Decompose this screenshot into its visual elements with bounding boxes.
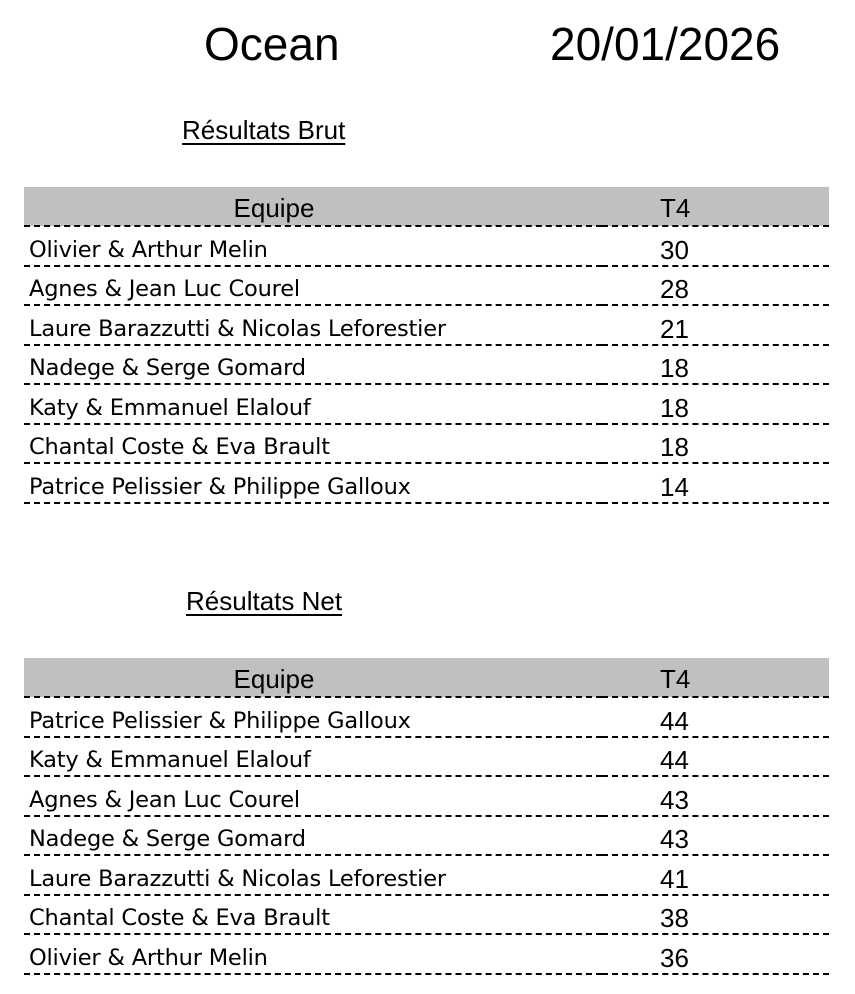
score-cell: 18 [602, 384, 829, 424]
score-cell: 18 [602, 424, 829, 464]
score-cell: 36 [602, 934, 829, 974]
table-header-row [24, 658, 829, 697]
table-row [24, 384, 829, 424]
score-cell: 28 [602, 266, 829, 306]
team-cell: Olivier & Arthur Melin [24, 226, 602, 266]
table-row [24, 737, 829, 777]
score-cell: 44 [602, 737, 829, 777]
table-row [24, 776, 829, 816]
brut-heading: Résultats Brut [182, 115, 346, 145]
team-cell: Nadege & Serge Gomard [24, 345, 602, 385]
team-cell: Agnes & Jean Luc Courel [24, 776, 602, 816]
score-column-header: T4 [602, 658, 829, 697]
table-row [24, 934, 829, 974]
page-title: Ocean [204, 18, 340, 70]
team-cell: Laure Barazzutti & Nicolas Leforestier [24, 305, 602, 345]
table-row [24, 855, 829, 895]
table-row [24, 816, 829, 856]
score-column-header: T4 [602, 187, 829, 226]
team-cell: Chantal Coste & Eva Brault [24, 895, 602, 935]
team-cell: Katy & Emmanuel Elalouf [24, 737, 602, 777]
team-cell: Olivier & Arthur Melin [24, 934, 602, 974]
score-cell: 38 [602, 895, 829, 935]
team-column-header: Equipe [24, 187, 602, 226]
score-cell: 41 [602, 855, 829, 895]
score-cell: 43 [602, 776, 829, 816]
table-row [24, 305, 829, 345]
team-column-header: Equipe [24, 658, 602, 697]
score-cell: 18 [602, 345, 829, 385]
table-row [24, 266, 829, 306]
score-cell: 21 [602, 305, 829, 345]
team-cell: Katy & Emmanuel Elalouf [24, 384, 602, 424]
score-cell: 14 [602, 463, 829, 503]
event-date: 20/01/2026 [550, 18, 781, 70]
table-header-row [24, 187, 829, 226]
team-cell: Patrice Pelissier & Philippe Galloux [24, 697, 602, 737]
table-row [24, 226, 829, 266]
score-cell: 30 [602, 226, 829, 266]
team-cell: Agnes & Jean Luc Courel [24, 266, 602, 306]
team-cell: Nadege & Serge Gomard [24, 816, 602, 856]
team-cell: Patrice Pelissier & Philippe Galloux [24, 463, 602, 503]
net-results-table [24, 658, 829, 975]
team-cell: Chantal Coste & Eva Brault [24, 424, 602, 464]
score-cell: 43 [602, 816, 829, 856]
table-row [24, 895, 829, 935]
table-row [24, 697, 829, 737]
brut-results-table [24, 187, 829, 504]
table-row [24, 345, 829, 385]
net-heading: Résultats Net [186, 586, 343, 616]
table-row [24, 463, 829, 503]
team-cell: Laure Barazzutti & Nicolas Leforestier [24, 855, 602, 895]
table-row [24, 424, 829, 464]
score-cell: 44 [602, 697, 829, 737]
